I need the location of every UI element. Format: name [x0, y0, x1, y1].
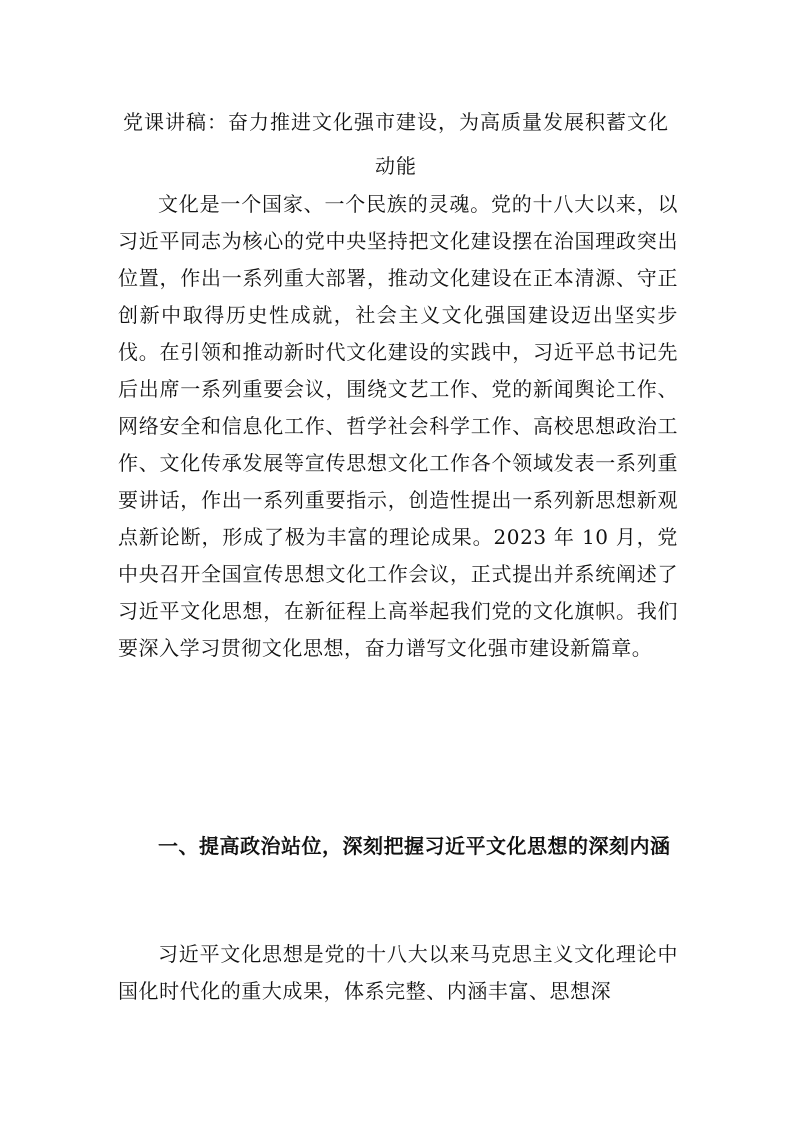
body-paragraph-intro: 文化是一个国家、一个民族的灵魂。党的十八大以来，以习近平同志为核心的党中央坚持把文化建设摆在治国理政突出位置，作出一系列重大部署，推动文化建设在正本清源、守正创新中取得历史性成就，社会主义文化强国建设迈出坚实步伐。在引领和推动新时代文化建设的实践中，习近平总书记先后出席一系列重要会议，围绕文艺工作、党的新闻舆论工作、网络安全和信息化工作、哲学社会科学工作、高校思想政治工作、文化传承发展等宣传思想文化工作各个领域发表一系列重要讲话，作出一系列重要指示，创造性提出一系列新思想新观点新论断，形成了极为丰富的理论成果。2023 年 10 月，党中央召开全国宣传思想文化工作会议，正式提出并系统阐述了习近平文化思想，在新征程上高举起我们党的文化旗帜。我们要深入学习贯彻文化思想，奋力谱写文化强市建设新篇章。 [118, 192, 678, 660]
body-paragraph-section-1: 习近平文化思想是党的十八大以来马克思主义文化理论中国化时代化的重大成果，体系完整、内涵丰富、思想深 [118, 942, 678, 1003]
document-title: 党课讲稿：奋力推进文化强市建设，为高质量发展积蓄文化动能 [123, 110, 669, 178]
section-heading-1: 一、提高政治站位，深刻把握习近平文化思想的深刻内涵 [158, 834, 671, 858]
